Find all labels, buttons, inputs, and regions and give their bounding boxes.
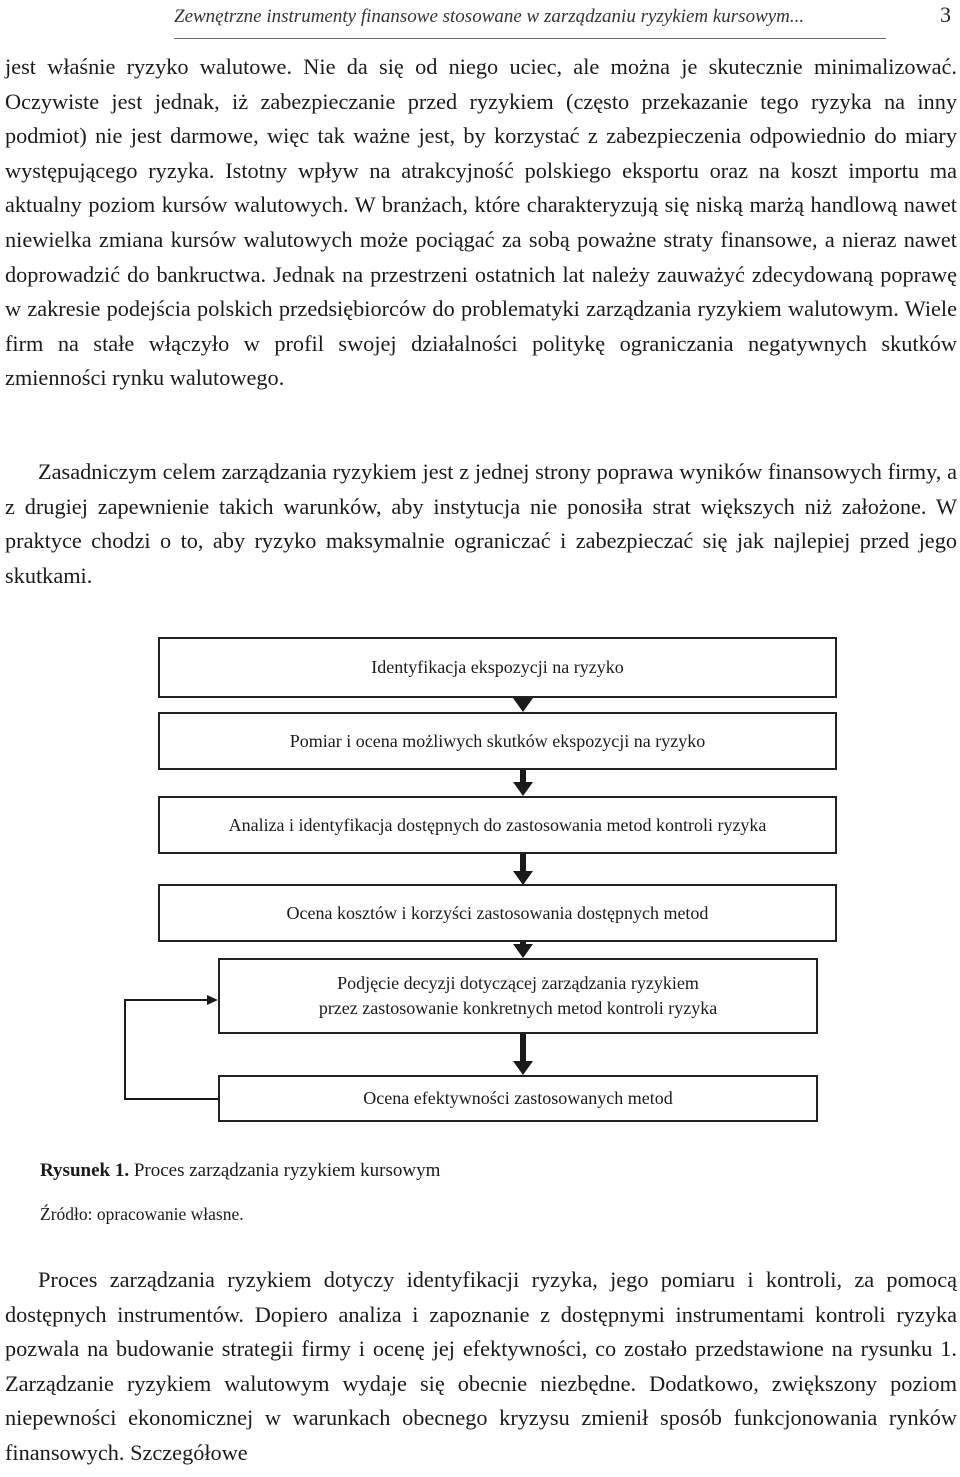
- feedback-loop-arrowhead: [207, 995, 218, 1005]
- flow-step-5-label-line2: przez zastosowanie konkretnych metod kontroli ryzyka: [318, 998, 718, 1018]
- arrowhead-4-5: [513, 944, 533, 958]
- flowchart-connectors: [0, 620, 960, 1140]
- flow-step-1: [158, 637, 837, 698]
- flow-step-2-label: Pomiar i ocena możliwych skutków ekspozycji na ryzyko: [289, 730, 706, 751]
- running-header: [0, 0, 960, 42]
- flow-step-1-label: Identyfikacja ekspozycji na ryzyko: [371, 657, 624, 677]
- figure-source: Źródło: opracowanie własne.: [40, 1204, 244, 1224]
- arrowhead-3-4: [513, 871, 533, 885]
- figure-caption-text: Proces zarządzania ryzykiem kursowym: [129, 1160, 441, 1181]
- flowchart-figure: [0, 620, 960, 1140]
- feedback-loop-line: [125, 1000, 218, 1099]
- flow-step-4: [158, 884, 837, 942]
- figure-caption-label: Rysunek 1.: [40, 1160, 130, 1181]
- flow-step-3: [158, 796, 837, 854]
- page-number: 3: [940, 2, 951, 27]
- flow-step-3-label: Analiza i identyfikacja dostępnych do zastosowania metod kontroli ryzyka: [228, 814, 767, 835]
- flow-step-5-label-line1: Podjęcie decyzji dotyczącej zarządzania ryzykiem: [337, 973, 699, 993]
- paragraph-1: jest właśnie ryzyko walutowe. Nie da się od niego uciec, ale można je skutecznie minimalizować. Oczywiste jest jednak, iż zabezpieczanie przed ryzykiem (często przekazanie tego ryzyka na inny podmiot) nie jest darmowe, więc tak ważne jest, by korzystać z zabezpieczenia odpowiednio do miary występującego ryzyka. Istotny wpływ na atrakcyjność polskiego eksportu oraz na koszt importu ma aktualny poziom kursów walutowych. W branżach, które charakteryzują się niską marżą handlową nawet niewielka zmiana kursów walutowych może pociągać za sobą poważne straty finansowe, a nieraz nawet doprowadzić do bankructwa. Jednak na przestrzeni ostatnich lat należy zauważyć zdecydowaną poprawę w zakresie podejścia polskich przedsiębiorców do problematyki zarządzania ryzykiem walutowym. Wiele firm na stałe włączyło w profil swojej działalności politykę ograniczania negatywnych skutków zmienności rynku walutowego.: [5, 54, 957, 391]
- flow-step-4-label: Ocena kosztów i korzyści zastosowania dostępnych metod: [286, 902, 709, 923]
- flow-step-6-label: Ocena efektywności zastosowanych metod: [363, 1088, 673, 1108]
- arrowhead-5-6: [513, 1061, 533, 1075]
- arrowhead-2-3: [513, 782, 533, 796]
- header-rule: [174, 38, 886, 39]
- flow-step-2: [158, 712, 837, 770]
- paragraph-3: Proces zarządzania ryzykiem dotyczy identyfikacji ryzyka, jego pomiaru i kontroli, za pomocą dostępnych instrumentów. Dopiero analiza i zapoznanie z dostępnymi instrumentami kontroli ryzyka pozwala na budowanie strategii firmy i ocenę jej efektywności, co zostało przedstawione na rysunku 1. Zarządzanie ryzykiem walutowym wydaje się obecnie niezbędne. Dodatkowo, zwiększony poziom niepewności ekonomicznej w warunkach obecnego kryzysu zmienił sposób funkcjonowania rynków finansowych. Szczegółowe: [5, 1267, 957, 1465]
- arrowhead-1-2: [513, 698, 533, 712]
- paragraph-2: Zasadniczym celem zarządzania ryzykiem jest z jednej strony poprawa wyników finansowych firmy, a z drugiej zapewnienie takich warunków, aby instytucja nie ponosiła strat większych niż założone. W praktyce chodzi o to, aby ryzyko maksymalnie ograniczać i zabezpieczać się jak najlepiej przed jego skutkami.: [5, 459, 957, 588]
- running-title: Zewnętrzne instrumenty finansowe stosowane w zarządzaniu ryzykiem kursowym...: [174, 6, 805, 27]
- figure-caption: [40, 1160, 440, 1182]
- flow-step-5: [218, 958, 818, 1034]
- flow-step-6: [218, 1075, 818, 1122]
